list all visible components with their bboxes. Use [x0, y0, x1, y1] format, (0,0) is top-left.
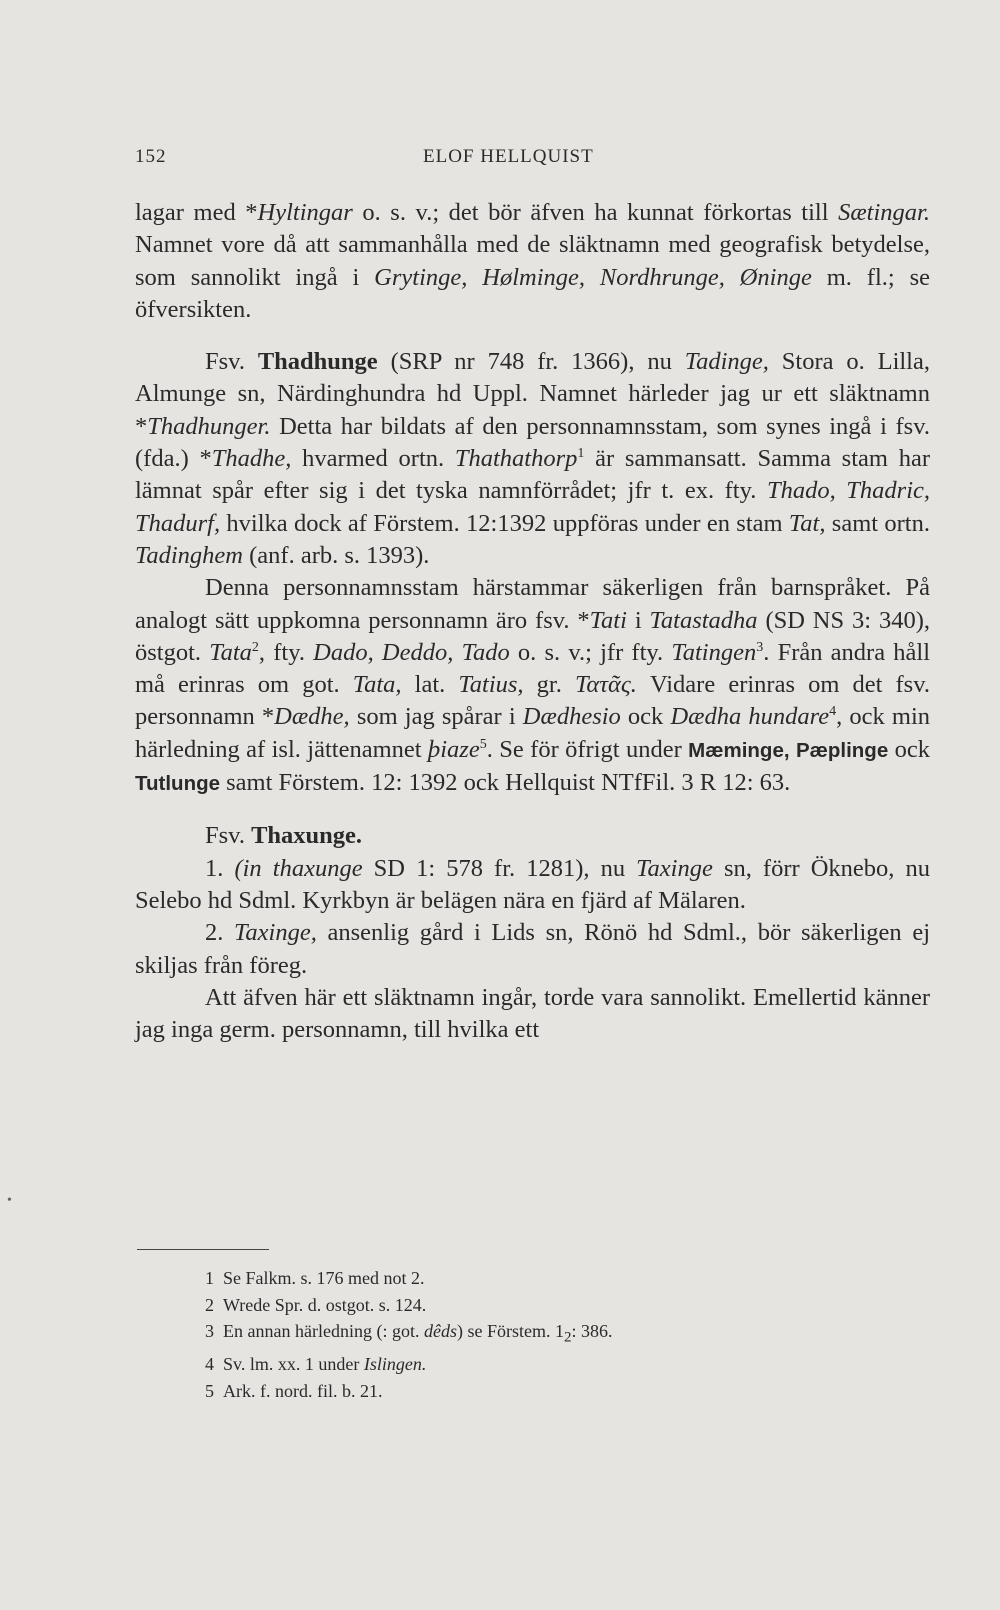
italic-term: Dado, Deddo, Tado — [313, 638, 510, 666]
italic-term: Thathathorp — [454, 445, 578, 473]
text-run: ock — [888, 735, 931, 763]
text-run: Att äfven här ett släktnamn ingår, torde vara sannolikt. Emellertid känner jag inga germ. personnamn, till hvilka ett — [135, 983, 930, 1044]
text-run: (SRP nr 748 fr. 1366), nu — [377, 348, 685, 376]
footnote-ref[interactable]: 3 — [756, 639, 764, 655]
footnotes — [205, 1265, 925, 1404]
text-run: hvilka dock af Förstem. 12:1392 uppföras under en stam — [220, 509, 789, 537]
italic-term: (in thaxunge — [234, 854, 363, 882]
text-run: o. s. v.; det bör äfven ha kunnat förkortas till — [352, 199, 839, 226]
text-run: . Se för öfrigt under — [486, 735, 689, 763]
text-run: (SD NS 3: 340), östgot. — [135, 606, 930, 666]
italic-term: þiaze — [428, 735, 480, 763]
footnote-2 — [205, 1292, 925, 1319]
text-run: SD 1: 578 fr. 1281), nu — [362, 854, 637, 882]
italic-term: Islingen. — [363, 1354, 427, 1375]
italic-term: Hyltingar — [257, 199, 353, 226]
footnote-text: Ark. f. nord. fil. b. 21. — [223, 1380, 383, 1401]
running-head: ELOF HELLQUIST — [423, 146, 594, 167]
text-run: i — [626, 606, 650, 634]
text-run: Denna personnamnsstam härstammar säkerligen från barnspråket. På analogt sätt uppkomna personnamn äro fsv. * — [135, 574, 930, 634]
text-run: samt Förstem. 12: 1392 ock Hellquist NTfFil. 3 R 12: 63. — [220, 769, 791, 797]
italic-term: Thadhe, — [211, 445, 292, 473]
text-run: (anf. arb. s. 1393). — [243, 541, 430, 569]
italic-term: Tati — [589, 606, 627, 634]
main-text — [135, 197, 930, 1046]
italic-term: Thado, Thadric, Thadurf, — [135, 477, 930, 537]
italic-term: Tatingen — [671, 638, 757, 666]
italic-term: Dædhe, — [274, 703, 350, 731]
italic-term: Tatastadha — [649, 606, 758, 634]
text-run: 2. — [205, 919, 235, 947]
text-run: Namnet vore då att sammanhålla med de släktnamn med geografisk betydelse, som sannolikt ingå i — [135, 231, 930, 291]
paragraph-thaxunge-heading — [135, 820, 930, 852]
text-run: sn, förr Öknebo, nu Selebo hd Sdml. Kyrkbyn är belägen nära en fjärd af Mälaren. — [135, 854, 931, 914]
subscript: 2 — [563, 1329, 572, 1346]
italic-term: Taxinge — [636, 854, 713, 882]
italic-term: Sætingar. — [838, 199, 930, 226]
footnote-text: Sv. lm. xx. 1 under — [223, 1354, 364, 1375]
italic-term: Dædhesio — [522, 703, 621, 731]
footnote-number: 5 — [205, 1380, 214, 1401]
text-run: är sammansatt. Samma stam har lämnat spår efter sig i det tyska namnförrådet; jfr t. ex. fty. — [135, 445, 930, 505]
italic-term: Tatius, — [458, 671, 524, 699]
text-run: Vidare erinras om det fsv. personnamn * — [135, 671, 931, 731]
footnote-3 — [205, 1318, 925, 1351]
text-run: Fsv. — [205, 822, 252, 850]
text-run: ansenlig gård i Lids sn, Rönö hd Sdml., bör säkerligen ej skiljas från föreg. — [135, 919, 931, 979]
italic-term: Tadinghem — [135, 541, 244, 569]
text-run: lagar med * — [135, 199, 258, 226]
footnote-text: En annan härledning (: got. — [223, 1321, 424, 1341]
text-run: m. fl.; se öfversikten. — [135, 263, 930, 323]
cross-reference[interactable]: Tutlunge — [135, 772, 221, 796]
italic-term: Taxinge, — [234, 919, 317, 947]
footnote-number: 3 — [205, 1321, 214, 1341]
text-run: samt ortn. — [825, 509, 930, 537]
footnote-number: 4 — [205, 1354, 214, 1375]
text-run: . Från andra håll må erinras om got. — [135, 638, 931, 699]
italic-term: Tat, — [788, 509, 826, 537]
footnote-ref[interactable]: 1 — [577, 446, 585, 462]
text-run: lat. — [401, 671, 459, 699]
margin-mark: • — [7, 1193, 12, 1208]
footnote-ref[interactable]: 4 — [829, 704, 837, 720]
text-run: o. s. v.; jfr fty. — [509, 638, 672, 666]
text-run: som jag spårar i — [349, 703, 523, 731]
cross-reference[interactable]: Pæplinge — [795, 738, 889, 762]
paragraph-6 — [135, 917, 930, 982]
paragraph-3 — [135, 572, 930, 800]
text-run: Detta har bildats af den personnamnsstam, som synes ingå i fsv. (fda.) * — [135, 412, 930, 473]
text-run: gr. — [523, 671, 575, 699]
text-run: Fsv. — [205, 348, 258, 376]
footnote-ref[interactable]: 2 — [251, 639, 259, 655]
footnote-text: Se Falkm. s. 176 med not 2. — [223, 1268, 425, 1288]
footnote-5 — [205, 1378, 925, 1405]
italic-term: Thadhunger. — [147, 412, 271, 440]
paragraph-5 — [135, 853, 930, 918]
paragraph-1 — [135, 197, 930, 326]
text-run: , ock min härledning af isl. jättenamnet — [135, 703, 931, 763]
footnote-text: ) se Förstem. 1 — [456, 1321, 564, 1341]
text-run: 1. — [205, 854, 235, 882]
italic-term: Dædha hundare — [670, 703, 830, 731]
paragraph-7 — [135, 982, 930, 1047]
headword: Thaxunge. — [251, 822, 363, 850]
footnote-text: : 386. — [571, 1321, 613, 1341]
text-run: hvarmed ortn. — [291, 445, 455, 473]
italic-term: Tadinge, — [684, 348, 769, 376]
footnote-ref[interactable]: 5 — [479, 736, 487, 752]
footnote-number: 2 — [205, 1294, 214, 1315]
headword: Thadhunge — [257, 348, 378, 376]
italic-term: dêds — [423, 1321, 457, 1341]
text-run: , fty. — [258, 638, 314, 666]
footnote-number: 1 — [205, 1268, 214, 1288]
page-number: 152 — [135, 146, 167, 167]
italic-term: Τατᾶς. — [574, 671, 637, 699]
footnote-1 — [205, 1265, 925, 1292]
cross-reference[interactable]: Mæminge, — [688, 738, 790, 762]
text-run: Stora o. Lilla, Almunge sn, Närdinghundra hd Uppl. Namnet härleder jag ur ett släktnamn * — [135, 348, 930, 440]
italic-term: Tata, — [352, 671, 402, 699]
text-run: ock — [620, 703, 671, 731]
footnote-text: Wrede Spr. d. ostgot. s. 124. — [223, 1294, 427, 1315]
footnote-4 — [205, 1351, 925, 1378]
footnote-divider — [137, 1249, 269, 1250]
italic-term: Tata — [209, 638, 252, 666]
italic-term: Grytinge, Hølminge, Nordhrunge, Øninge — [374, 263, 812, 291]
paragraph-thadhunge — [135, 346, 930, 572]
